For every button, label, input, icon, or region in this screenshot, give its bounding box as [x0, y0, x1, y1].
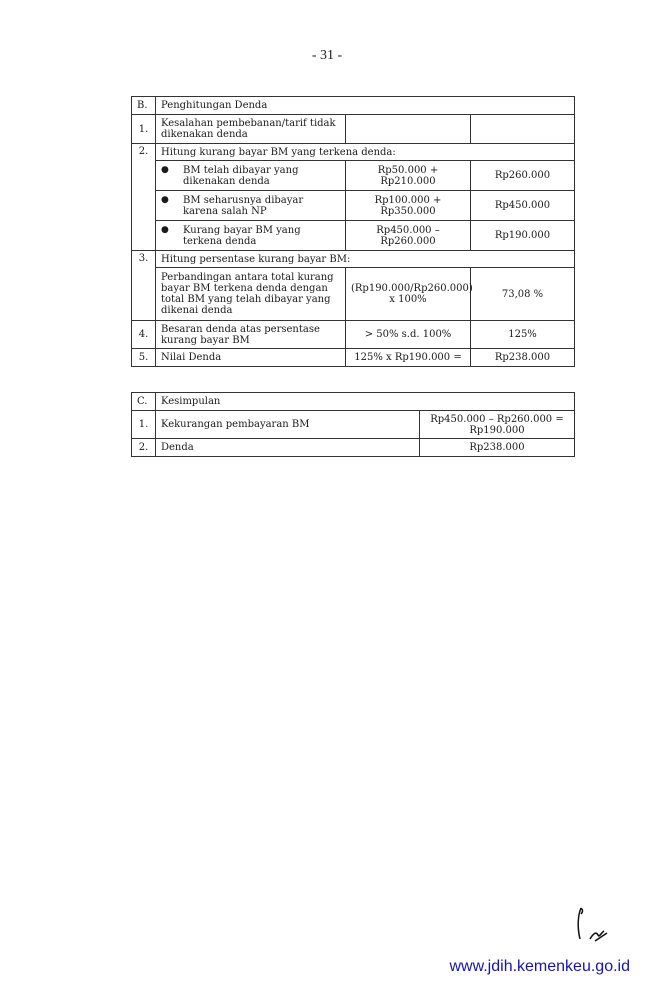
row5-calc: 125% x Rp190.000 = [346, 349, 471, 367]
signature-initials [572, 905, 612, 947]
row2-item-calc: Rp100.000 + Rp350.000 [346, 191, 471, 221]
page-number: - 31 - [311, 48, 343, 63]
row2-item-result: Rp190.000 [471, 221, 575, 251]
row2-label: Hitung kurang bayar BM yang terkena denda: [156, 144, 575, 161]
kesimpulan-row-label: Denda [156, 439, 420, 457]
bullet-icon: ● [161, 164, 169, 175]
row2-item [156, 161, 346, 191]
penghitungan-denda-table [131, 96, 575, 367]
row2-number: 2. [132, 144, 156, 251]
row5-number: 5. [132, 349, 156, 367]
row1-number: 1. [132, 115, 156, 144]
row2-item-calc: Rp450.000 – Rp260.000 [346, 221, 471, 251]
section-b-title: Penghitungan Denda [156, 97, 575, 115]
section-c-title: Kesimpulan [156, 393, 575, 411]
row4-label: Besaran denda atas persentase kurang bayar BM [156, 321, 346, 349]
row2-item-result: Rp260.000 [471, 161, 575, 191]
bullet-icon: ● [161, 224, 169, 235]
row4-number: 4. [132, 321, 156, 349]
row1-label: Kesalahan pembebanan/tarif tidak dikenakan denda [156, 115, 346, 144]
section-b-letter: B. [132, 97, 156, 115]
row2-item-calc: Rp50.000 + Rp210.000 [346, 161, 471, 191]
row2-item-result: Rp450.000 [471, 191, 575, 221]
row3-result: 73,08 % [471, 268, 575, 321]
section-c-letter: C. [132, 393, 156, 411]
kesimpulan-row-number: 1. [132, 411, 156, 439]
row2-item-label: BM seharusnya dibayar karena salah NP [183, 194, 304, 217]
row1-result [471, 115, 575, 144]
bullet-icon: ● [161, 194, 169, 205]
row1-calc [346, 115, 471, 144]
kesimpulan-table [131, 392, 575, 457]
row2-item [156, 221, 346, 251]
row3-calc: (Rp190.000/Rp260.000) x 100% [346, 268, 471, 321]
footer-url[interactable]: www.jdih.kemenkeu.go.id [449, 958, 630, 975]
row3-number: 3. [132, 251, 156, 321]
row5-result: Rp238.000 [471, 349, 575, 367]
row2-item [156, 191, 346, 221]
kesimpulan-row-value: Rp238.000 [420, 439, 575, 457]
row3-label: Hitung persentase kurang bayar BM: [156, 251, 575, 268]
kesimpulan-row-label: Kekurangan pembayaran BM [156, 411, 420, 439]
row2-item-label: Kurang bayar BM yang terkena denda [183, 224, 301, 247]
row3-sub-label: Perbandingan antara total kurang bayar BM terkena denda dengan total BM yang telah dibayar yang dikenai denda [156, 268, 346, 321]
row4-result: 125% [471, 321, 575, 349]
kesimpulan-row-number: 2. [132, 439, 156, 457]
row5-label: Nilai Denda [156, 349, 346, 367]
row2-item-label: BM telah dibayar yang dikenakan denda [183, 164, 299, 187]
row4-calc: > 50% s.d. 100% [346, 321, 471, 349]
kesimpulan-row-value: Rp450.000 – Rp260.000 = Rp190.000 [420, 411, 575, 439]
